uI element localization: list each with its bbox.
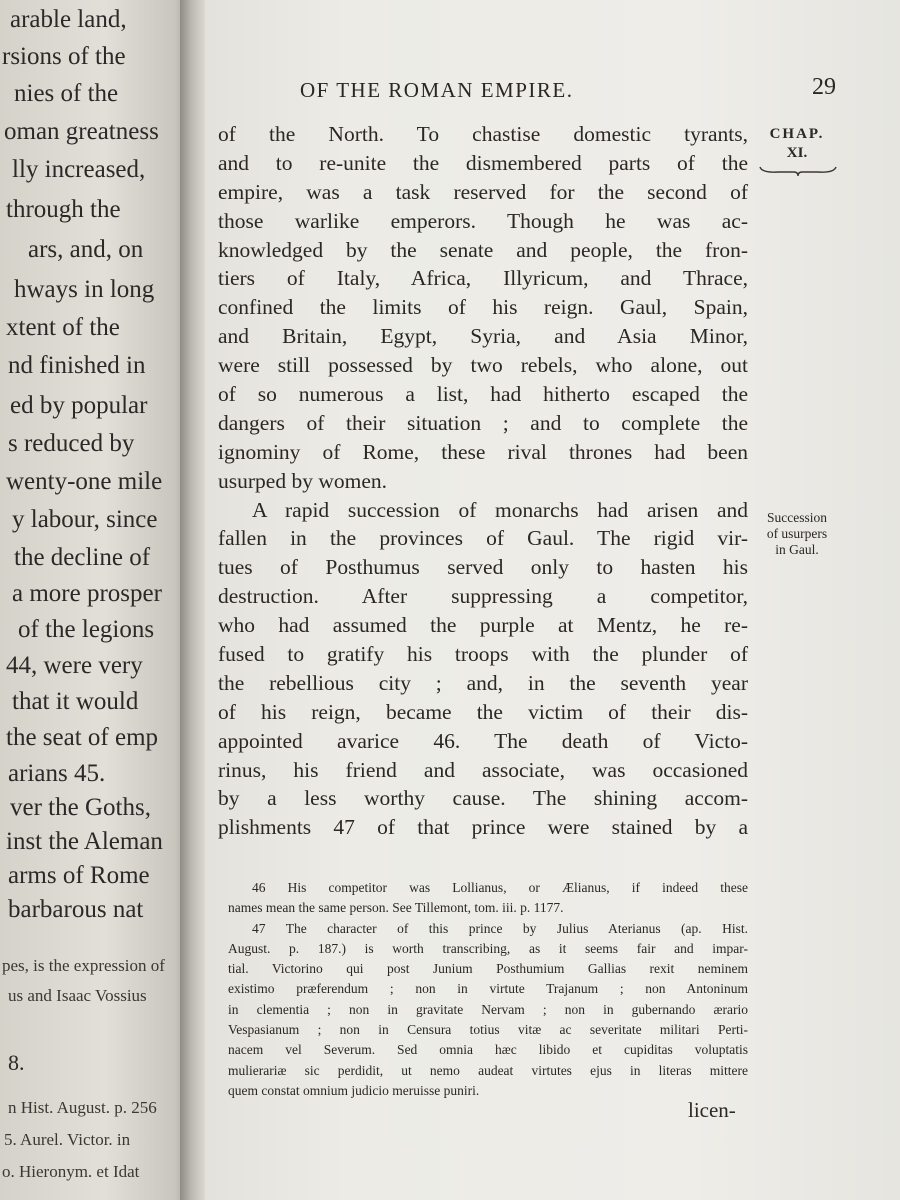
left-page-line: that it would xyxy=(12,688,139,715)
side-note xyxy=(752,510,842,558)
chapter-number: XI. xyxy=(786,145,808,161)
left-page-line: a more prosper xyxy=(12,580,162,607)
left-page-line: nd finished in xyxy=(8,352,146,379)
body-line: who had assumed the purple at Mentz, he re- xyxy=(218,613,748,638)
left-page-line: y labour, since xyxy=(12,506,158,533)
left-page-line: ed by popular xyxy=(10,392,148,419)
left-page-note: us and Isaac Vossius xyxy=(8,986,147,1005)
left-page-line: the seat of emp xyxy=(6,724,159,751)
footnote-line: existimo præferendum ; non in virtute Trajanum ; non Antoninum xyxy=(228,981,748,997)
left-page xyxy=(0,0,190,1200)
chapter-marker xyxy=(752,126,842,162)
body-line: usurped by women. xyxy=(218,468,387,493)
footnote-line: tial. Victorino qui post Junium Posthumium Gallias rexit neminem xyxy=(228,961,748,977)
body-line: A rapid succession of monarchs had arisen and xyxy=(252,497,748,522)
left-page-line: inst the Aleman xyxy=(6,828,163,855)
footnote-line: quem constat omnium judicio meruisse puniri. xyxy=(228,1082,480,1098)
body-line: of the North. To chastise domestic tyrants, xyxy=(218,122,748,146)
left-page-line: oman greatness xyxy=(4,118,159,145)
footnote-line: in clementia ; non in gravitate Nervam ; non in gubernando ærario xyxy=(228,1001,748,1017)
body-line: fallen in the provinces of Gaul. The rigid vir- xyxy=(218,526,748,551)
left-page-note: o. Hieronym. et Idat xyxy=(2,1162,140,1181)
left-page-line: lly increased, xyxy=(12,156,146,183)
left-page-line: 44, were very xyxy=(6,652,143,679)
left-page-line: nies of the xyxy=(14,80,119,107)
footnote-line: names mean the same person. See Tillemont, tom. iii. p. 1177. xyxy=(228,900,564,916)
body-line: tues of Posthumus served only to hasten his xyxy=(218,555,748,580)
footnote-line: mulierariæ sic perdidit, ut nemo audeat virtutes ejus in literas mittere xyxy=(228,1062,748,1078)
side-note-line: of usurpers xyxy=(766,526,828,541)
left-page-line: rsions of the xyxy=(2,43,126,70)
body-line: plishments 47 of that prince were stained by a xyxy=(218,815,748,840)
chapter-label: CHAP. xyxy=(769,126,825,142)
body-line: tiers of Italy, Africa, Illyricum, and Thrace, xyxy=(218,266,748,291)
body-line: knowledged by the senate and people, the fron- xyxy=(218,237,748,262)
footnotes xyxy=(228,878,748,1101)
left-page-line: the decline of xyxy=(14,544,151,571)
body-line: appointed avarice 46. The death of Victo- xyxy=(218,728,748,753)
body-line: and Britain, Egypt, Syria, and Asia Minor, xyxy=(218,324,748,349)
left-page-line: through the xyxy=(6,196,121,223)
left-page-note: 5. Aurel. Victor. in xyxy=(4,1130,131,1149)
brace-icon xyxy=(758,165,838,177)
body-line: and to re-unite the dismembered parts of the xyxy=(218,150,748,175)
footnote-line: nacem vel Severum. Sed omnia hæc libido et cupiditas voluptatis xyxy=(228,1042,748,1058)
left-page-note: pes, is the expression of xyxy=(2,956,165,975)
body-line: destruction. After suppressing a competitor, xyxy=(218,584,748,609)
body-line: the rebellious city ; and, in the seventh year xyxy=(218,670,748,695)
left-page-line: xtent of the xyxy=(6,314,120,341)
running-head: OF THE ROMAN EMPIRE. xyxy=(300,78,574,102)
body-text xyxy=(218,120,748,842)
footnote-line: Vespasianum ; non in Censura totius vitæ ac severitate militari Perti- xyxy=(228,1022,748,1038)
side-note-line: Succession xyxy=(767,510,827,525)
body-line: empire, was a task reserved for the second of xyxy=(218,179,748,204)
body-line: of so numerous a list, had hitherto escaped the xyxy=(218,382,748,407)
catchword: licen- xyxy=(688,1098,736,1122)
body-line: ignominy of Rome, these rival thrones had been xyxy=(218,439,748,464)
page-number: 29 xyxy=(812,74,836,100)
left-page-note: n Hist. August. p. 256 xyxy=(8,1098,157,1117)
left-page-line: arians 45. xyxy=(8,760,106,787)
side-note-line: in Gaul. xyxy=(775,542,819,557)
body-line: rinus, his friend and associate, was occasioned xyxy=(218,757,748,782)
footnote-line: August. p. 187.) is worth transcribing, as it seems fair and impar- xyxy=(228,940,748,956)
body-line: by a less worthy cause. The shining accom- xyxy=(218,786,748,811)
body-line: those warlike emperors. Though he was ac- xyxy=(218,208,748,233)
body-line: were still possessed by two rebels, who alone, out xyxy=(218,353,748,378)
left-page-line: barbarous nat xyxy=(8,896,144,923)
footnote-line: 46 His competitor was Lollianus, or Ælianus, if indeed these xyxy=(252,880,748,895)
body-line: dangers of their situation ; and to complete the xyxy=(218,410,748,435)
body-line: fused to gratify his troops with the plunder of xyxy=(218,642,748,667)
body-line: of his reign, became the victim of their dis- xyxy=(218,699,748,724)
left-page-note: 8. xyxy=(8,1050,25,1075)
left-page-line: arable land, xyxy=(10,6,127,33)
body-line: confined the limits of his reign. Gaul, Spain, xyxy=(218,295,748,320)
left-page-line: wenty-one mile xyxy=(6,468,163,495)
left-page-line: ars, and, on xyxy=(28,236,144,263)
left-page-line: arms of Rome xyxy=(8,862,150,889)
left-page-line: ver the Goths, xyxy=(10,794,151,821)
left-page-line: hways in long xyxy=(14,276,155,303)
footnote-line: 47 The character of this prince by Julius Aterianus (ap. Hist. xyxy=(252,920,748,936)
left-page-line: of the legions xyxy=(18,616,155,643)
left-page-line: s reduced by xyxy=(8,430,135,457)
